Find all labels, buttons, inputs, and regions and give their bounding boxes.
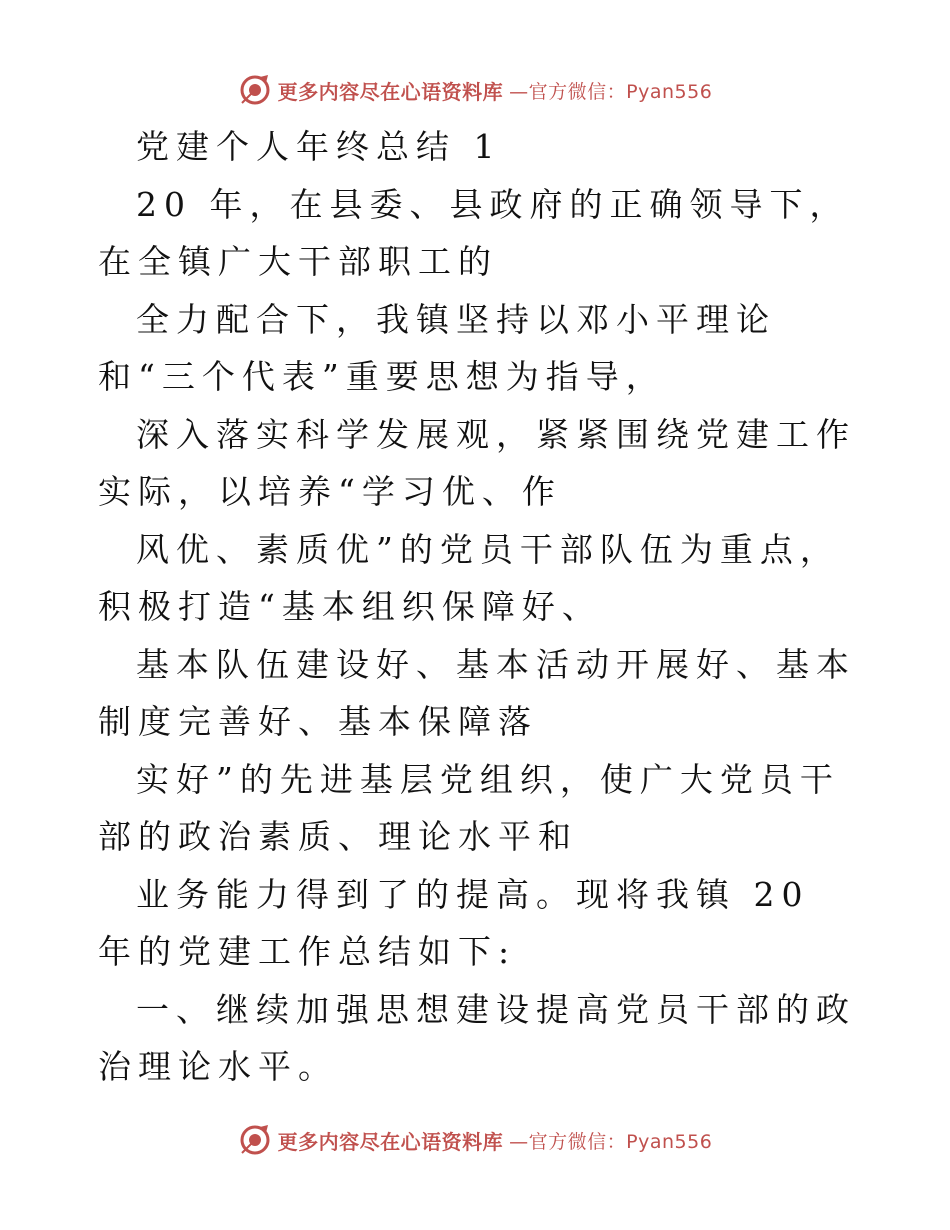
document-body — [98, 118, 858, 1096]
header-contact: —官方微信：Pyan556 — [509, 80, 713, 103]
header-slogan: 更多内容尽在心语资料库 — [277, 79, 504, 104]
paragraph: 深入落实科学发展观，紧紧围绕党建工作实际，以培养“学习优、作 — [98, 414, 856, 511]
header-banner — [0, 70, 950, 110]
footer-contact: —官方微信：Pyan556 — [509, 1130, 713, 1153]
quill-circle-logo-icon — [238, 73, 272, 107]
footer-slogan: 更多内容尽在心语资料库 — [277, 1129, 504, 1154]
paragraph: 风优、素质优”的党员干部队伍为重点，积极打造“基本组织保障好、 — [98, 529, 840, 626]
paragraph: 全力配合下，我镇坚持以邓小平理论和“三个代表”重要思想为指导， — [98, 299, 776, 396]
paragraph: 20 年，在县委、县政府的正确领导下，在全镇广大干部职工的 — [98, 184, 850, 281]
paragraph: 实好”的先进基层党组织，使广大党员干部的政治素质、理论水平和 — [98, 759, 840, 856]
paragraph: 业务能力得到了的提高。现将我镇 20 年的党建工作总结如下: — [98, 874, 810, 971]
document-title: 党建个人年终总结 1 — [136, 127, 502, 166]
footer-banner — [0, 1120, 950, 1160]
quill-circle-logo-icon — [238, 1123, 272, 1157]
paragraph: 一、继续加强思想建设提高党员干部的政治理论水平。 — [98, 989, 856, 1086]
paragraph: 基本队伍建设好、基本活动开展好、基本制度完善好、基本保障落 — [98, 644, 856, 741]
